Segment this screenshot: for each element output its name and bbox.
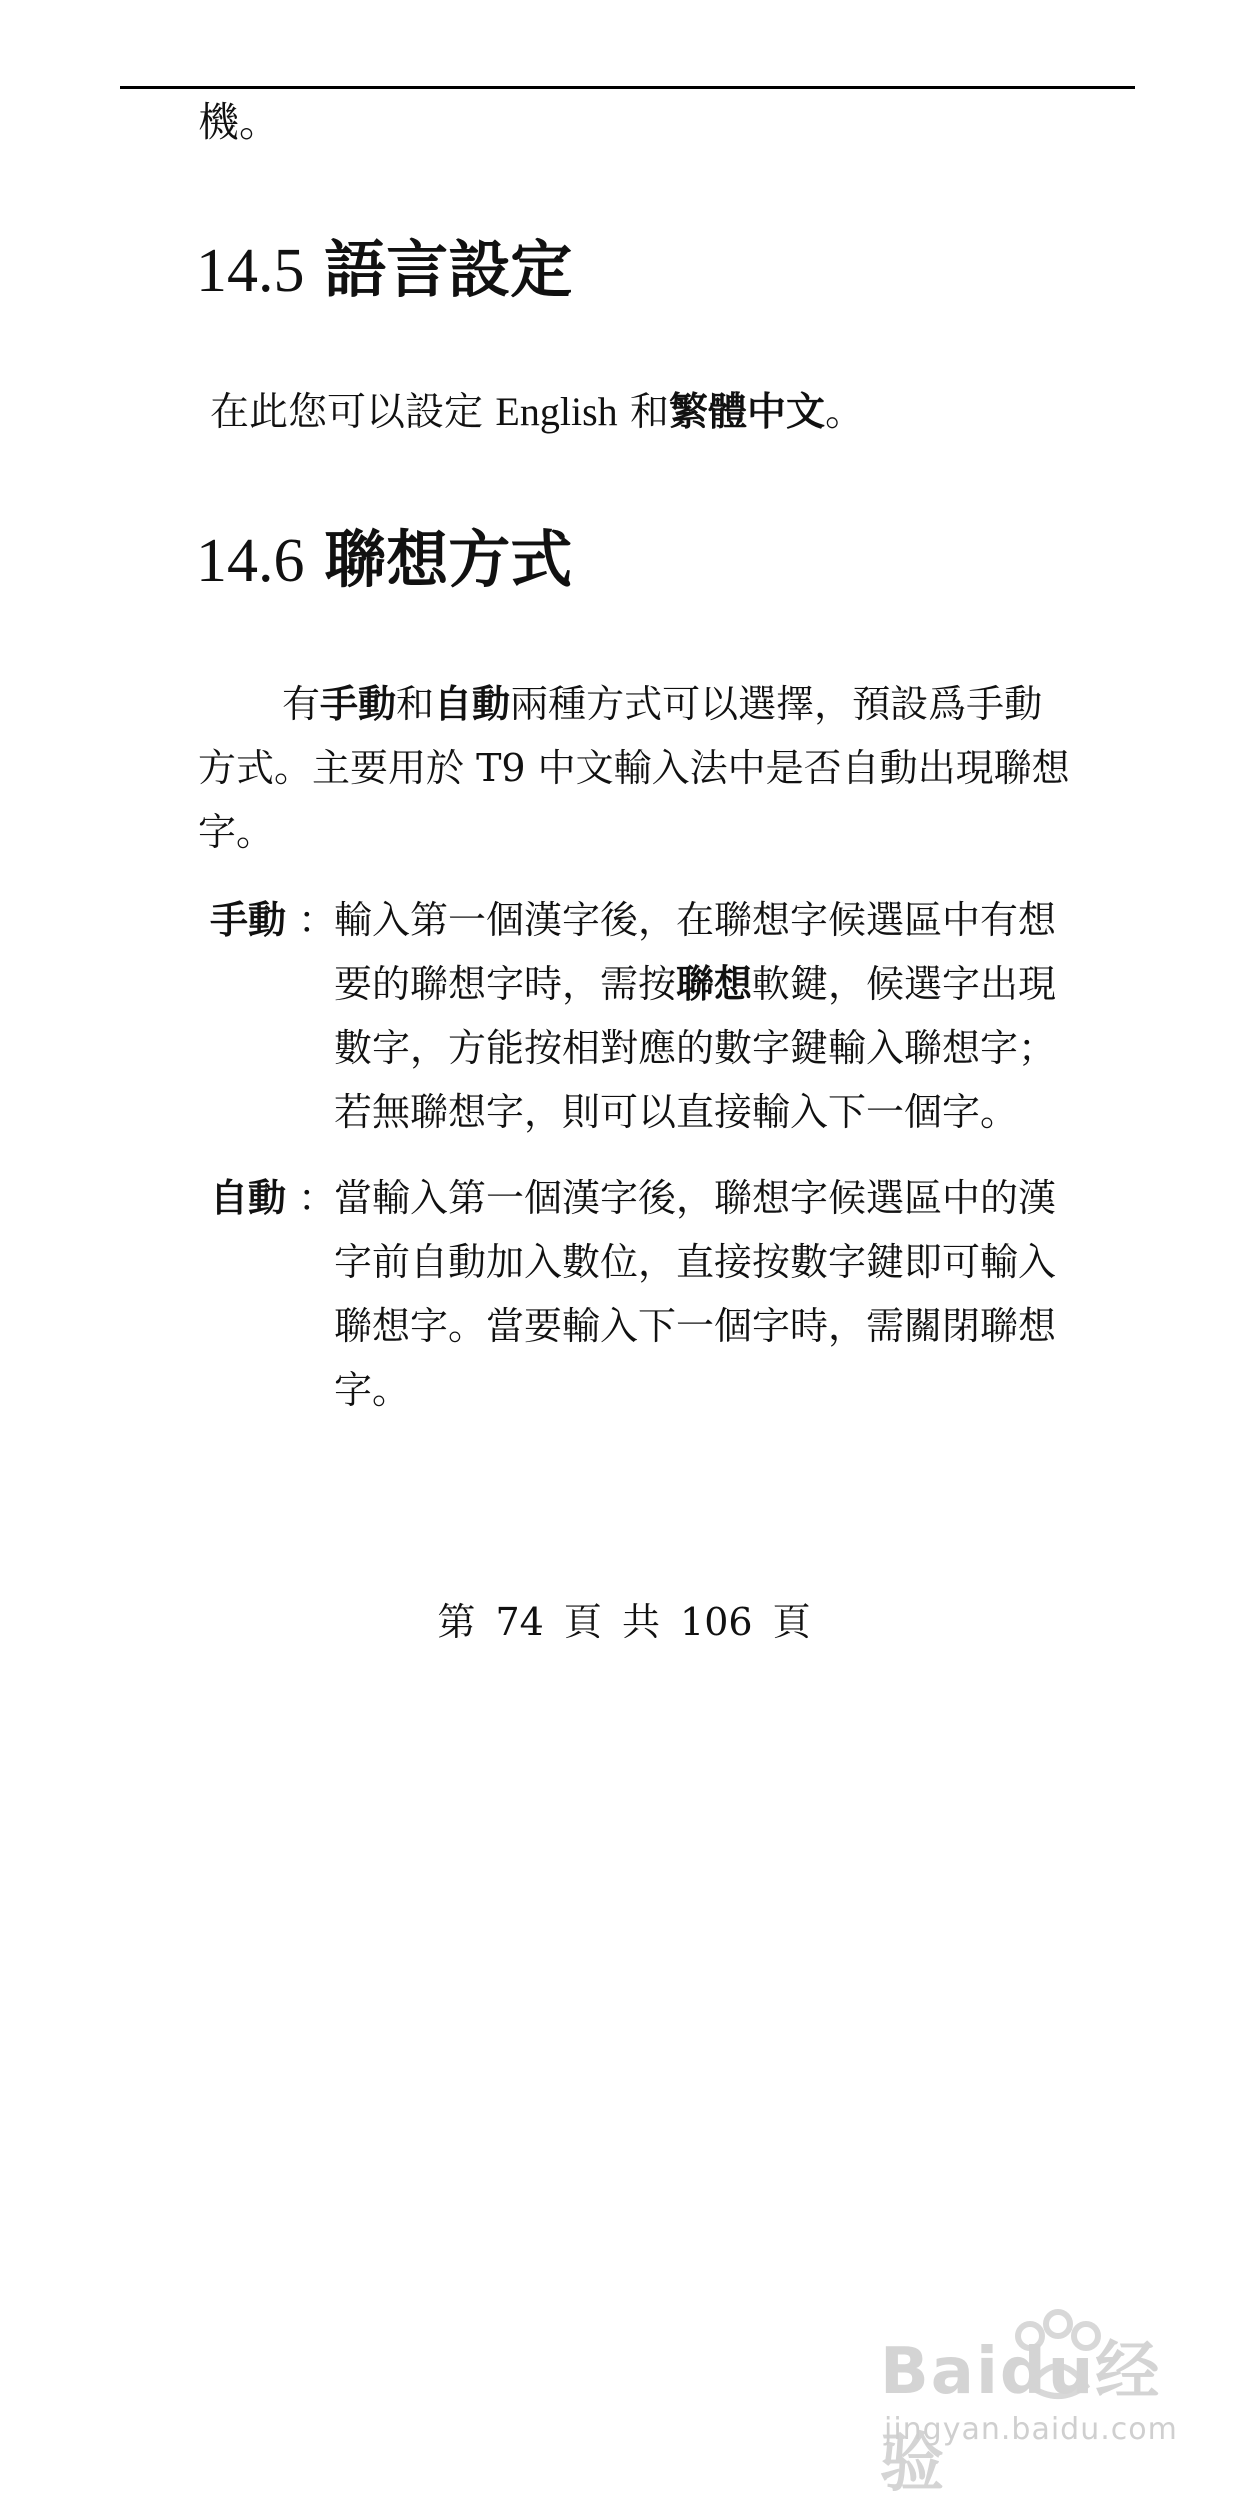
definition-term: 手動 xyxy=(210,898,287,942)
watermark-logo: Baidu经验 xyxy=(880,2335,1162,2501)
page-footer: 第 74 頁 共 106 頁 xyxy=(437,1600,811,1644)
section-heading-14-6 xyxy=(196,520,572,601)
section-title: 聯想方式 xyxy=(324,523,573,596)
section-heading-14-5 xyxy=(196,230,572,311)
continuation-text: 機。 xyxy=(198,98,280,146)
section-number: 14.6 xyxy=(196,527,305,595)
definition-body: 輸入第一個漢字後，在聯想字候選區中有想 要的聯想字時，需按聯想軟鍵，候選字出現 數字，方能按相對應的數字鍵輸入聯想字； 若無聯想字，則可以直接輸入下一個字。 xyxy=(334,898,1057,1134)
association-intro-paragraph: 有手動和自動兩種方式可以選擇，預設爲手動 方式。主要用於 T9 中文輸入法中是否自動出現聯想 字。 xyxy=(198,682,1070,854)
header-rule xyxy=(120,86,1135,89)
section-title: 語言設定 xyxy=(324,233,573,306)
definition-body: 當輸入第一個漢字後，聯想字候選區中的漢 字前自動加入數位，直接按數字鍵即可輸入 聯想字。當要輸入下一個字時，需關閉聯想 字。 xyxy=(334,1176,1057,1412)
watermark-url: jingyan.baidu.com xyxy=(884,2412,1178,2447)
language-setting-paragraph: 在此您可以設定 English 和繁體中文。 xyxy=(210,389,865,435)
definition-term: 自動 xyxy=(210,1176,287,1220)
section-number: 14.5 xyxy=(196,237,305,305)
document-page: 機。 14.5 語言設定 在此您可以設定 English 和繁體中文。 14.6 聯想方式 有手動和自動兩種方式可以選擇，預設爲手動 方式。主要用於 T9 中文輸入法中是否自動出現聯想 字。 手動 ： 輸入第一個漢字後，在聯想字候選區中有想 要的聯想字時，需按聯想軟鍵，候選字出現 數字，方能按相對應的數字鍵輸入聯想字； 若無聯想字，則可以直接輸入下一個字。 自動 ： 當輸入第一個漢字後，聯想字候選區中的漢 字前自動加入數位，直接按數字鍵即可輸入 聯想字。當要輸入下一個字時，需關閉聯想 字。 第 74 頁 共 106 頁 Baidu经验 jingyan.baidu.com xyxy=(0,0,1248,2496)
baidu-watermark xyxy=(880,2320,1210,2501)
